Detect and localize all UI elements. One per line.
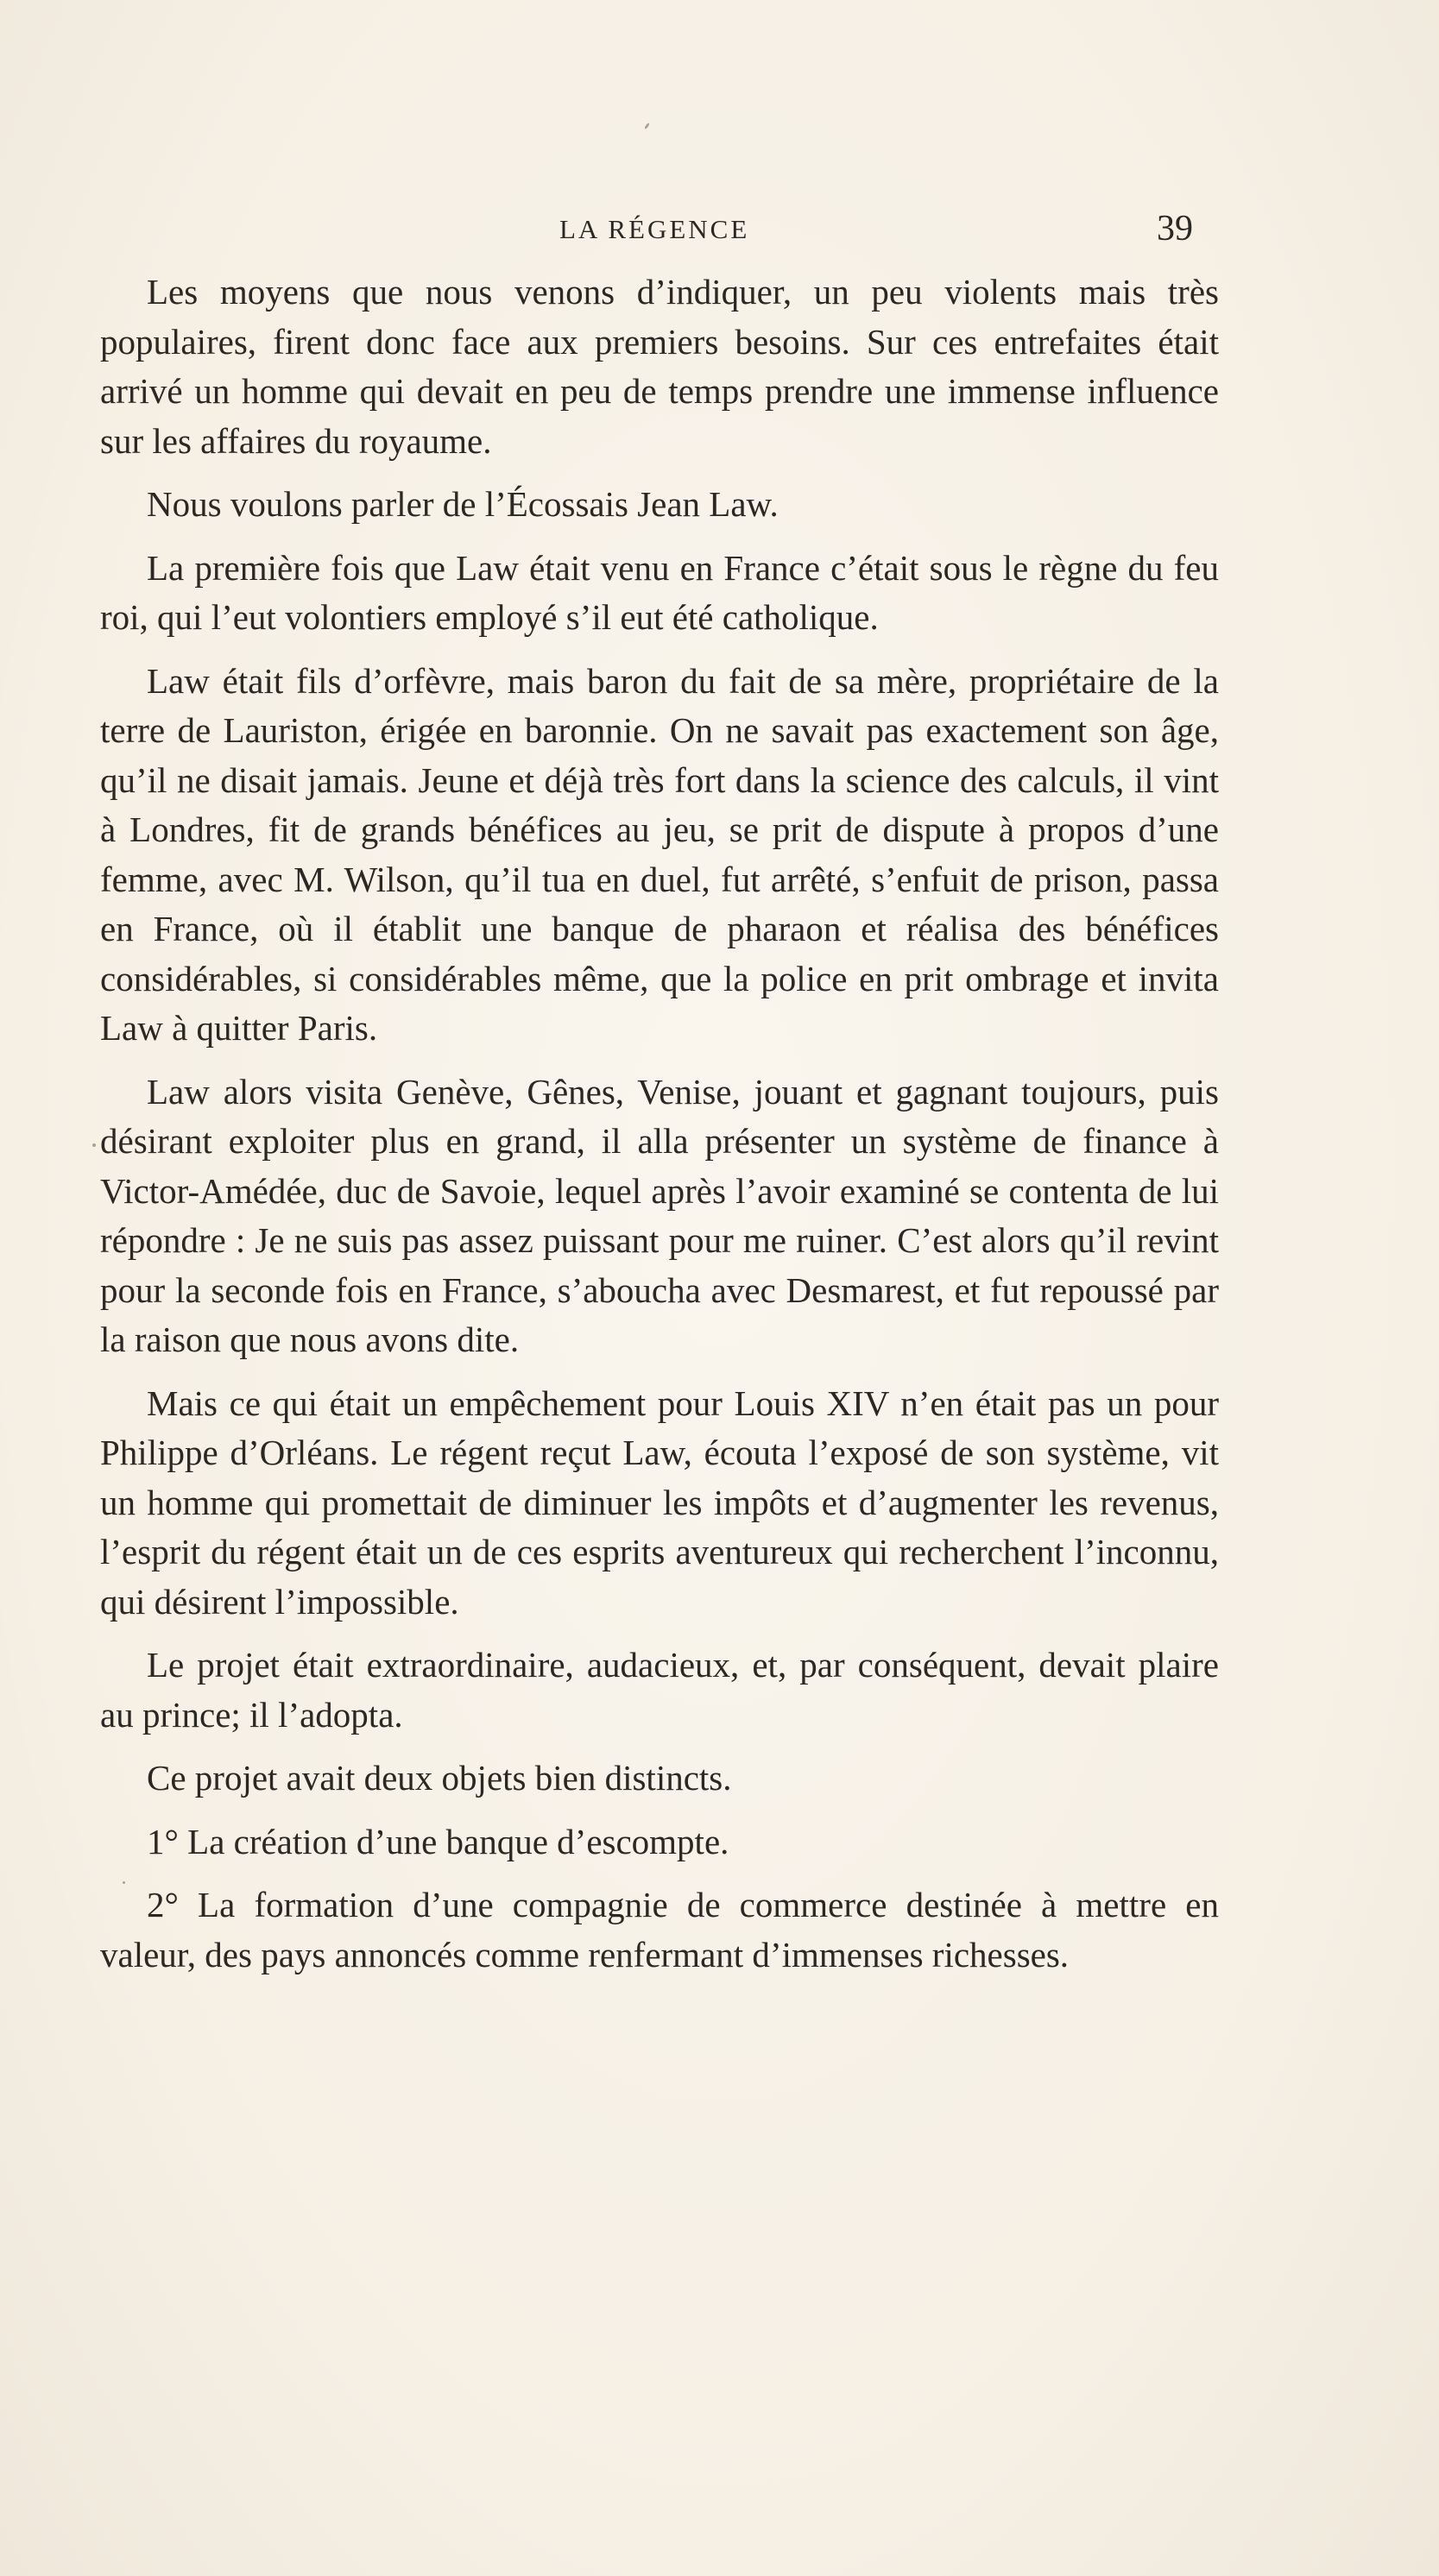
paragraph: Le projet était extraordinaire, audacieux, et, par conséquent, devait plaire au prince; il l’adopta. [100, 1645, 1219, 1735]
paragraph: Nous voulons parler de l’Écossais Jean Law. [147, 484, 779, 524]
body-text [100, 268, 1219, 1993]
paragraph: 1° La création d’une banque d’escompte. [147, 1821, 729, 1861]
paragraph: Mais ce qui était un empêchement pour Louis XIV n’en était pas un pour Philippe d’Orléans. Le régent reçut Law, écouta l’exposé de son système, vit un homme qui promettait de diminuer les impôts et d’augmenter les revenus, l’esprit du régent était un de ces esprits aventureux qui recherchent l’inconnu, qui désirent l’impossible. [100, 1382, 1219, 1622]
paragraph: Law était fils d’orfèvre, mais baron du fait de sa mère, propriétaire de la terre de Lauriston, érigée en baronnie. On ne savait pas exactement son âge, qu’il ne disait jamais. Jeune et déjà très fort dans la science des calculs, il vint à Londres, fit de grands bénéfices au jeu, se prit de dispute à propos d’une femme, avec M. Wilson, qu’il tua en duel, fut arrêté, s’enfuit de prison, passa en France, où il établit une banque de pharaon et réalisa des bénéfices considérables, si considérables même, que la police en prit ombrage et invita Law à quitter Paris. [100, 660, 1219, 1048]
print-speck [644, 123, 650, 129]
paragraph: Ce projet avait deux objets bien distincts. [147, 1758, 732, 1798]
running-title: LA RÉGENCE [559, 214, 750, 244]
running-header [0, 209, 1439, 255]
paragraph: Les moyens que nous venons d’indiquer, un peu violents mais très populaires, firent donc face aux premiers besoins. Sur ces entrefaites était arrivé un homme qui devait en peu de temps prendre une immense influence sur les affaires du royaume. [100, 272, 1219, 461]
paragraph: La première fois que Law était venu en France c’était sous le règne du feu roi, qui l’eut volontiers employé s’il eut été catholique. [100, 547, 1219, 637]
paragraph: Law alors visita Genève, Gênes, Venise, jouant et gagnant toujours, puis désirant exploiter plus en grand, il alla présenter un système de finance à Victor-Amédée, duc de Savoie, lequel après l’avoir examiné se contenta de lui répondre : Je ne suis pas assez puissant pour me ruiner. C’est alors qu’il revint pour la seconde fois en France, s’aboucha avec Desmarest, et fut repoussé par la raison que nous avons dite. [100, 1071, 1219, 1359]
print-speck [92, 1143, 96, 1147]
paragraph: 2° La formation d’une compagnie de commerce destinée à mettre en valeur, des pays annoncés comme renfermant d’immenses richesses. [100, 1885, 1219, 1975]
page-number: 39 [1157, 209, 1193, 249]
